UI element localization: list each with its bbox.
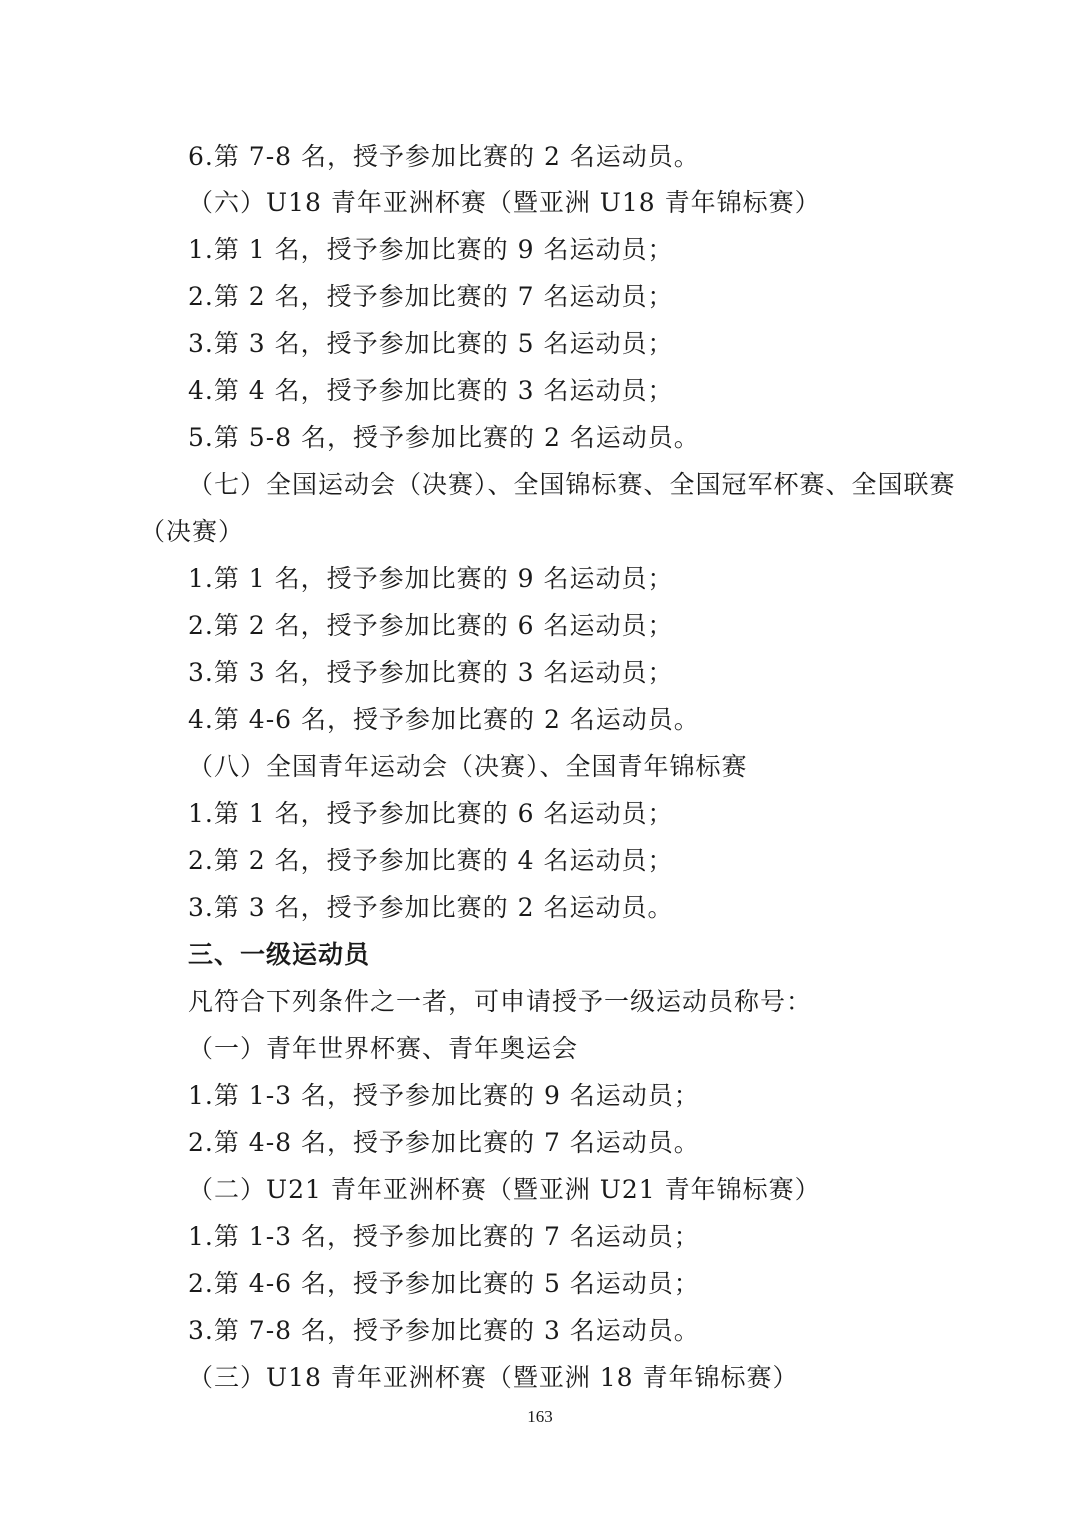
section-heading: （一）青年世界杯赛、青年奥运会 <box>188 1034 579 1063</box>
section-heading: （七）全国运动会（决赛）、全国锦标赛、全国冠军杯赛、全国联赛 <box>188 470 956 499</box>
list-item: 6.第 7-8 名，授予参加比赛的 2 名运动员。 <box>188 142 700 171</box>
list-item: 4.第 4-6 名，授予参加比赛的 2 名运动员。 <box>188 705 700 734</box>
list-item: 2.第 4-6 名，授予参加比赛的 5 名运动员； <box>188 1269 700 1298</box>
section-heading: （六）U18 青年亚洲杯赛（暨亚洲 U18 青年锦标赛） <box>188 188 821 217</box>
list-item: 1.第 1 名，授予参加比赛的 9 名运动员； <box>188 235 674 264</box>
section-heading-continued: （决赛） <box>140 517 245 546</box>
list-item: 2.第 2 名，授予参加比赛的 4 名运动员； <box>188 846 674 875</box>
page-number: 163 <box>527 1407 553 1426</box>
list-item: 4.第 4 名，授予参加比赛的 3 名运动员； <box>188 376 674 405</box>
list-item: 1.第 1-3 名，授予参加比赛的 7 名运动员； <box>188 1222 700 1251</box>
list-item: 1.第 1-3 名，授予参加比赛的 9 名运动员； <box>188 1081 700 1110</box>
section-heading: （八）全国青年运动会（决赛）、全国青年锦标赛 <box>188 752 748 781</box>
list-item: 3.第 3 名，授予参加比赛的 2 名运动员。 <box>188 893 674 922</box>
list-item: 3.第 3 名，授予参加比赛的 3 名运动员； <box>188 658 674 687</box>
list-item: 2.第 2 名，授予参加比赛的 6 名运动员； <box>188 611 674 640</box>
list-item: 2.第 2 名，授予参加比赛的 7 名运动员； <box>188 282 674 311</box>
section-heading: （三）U18 青年亚洲杯赛（暨亚洲 18 青年锦标赛） <box>188 1363 799 1392</box>
list-item: 2.第 4-8 名，授予参加比赛的 7 名运动员。 <box>188 1128 700 1157</box>
list-item: 3.第 3 名，授予参加比赛的 5 名运动员； <box>188 329 674 358</box>
list-item: 1.第 1 名，授予参加比赛的 9 名运动员； <box>188 564 674 593</box>
section-heading: （二）U21 青年亚洲杯赛（暨亚洲 U21 青年锦标赛） <box>188 1175 821 1204</box>
list-item: 3.第 7-8 名，授予参加比赛的 3 名运动员。 <box>188 1316 700 1345</box>
list-item: 5.第 5-8 名，授予参加比赛的 2 名运动员。 <box>188 423 700 452</box>
paragraph: 凡符合下列条件之一者，可申请授予一级运动员称号： <box>188 987 813 1016</box>
chapter-heading: 三、一级运动员 <box>188 940 371 969</box>
list-item: 1.第 1 名，授予参加比赛的 6 名运动员； <box>188 799 674 828</box>
